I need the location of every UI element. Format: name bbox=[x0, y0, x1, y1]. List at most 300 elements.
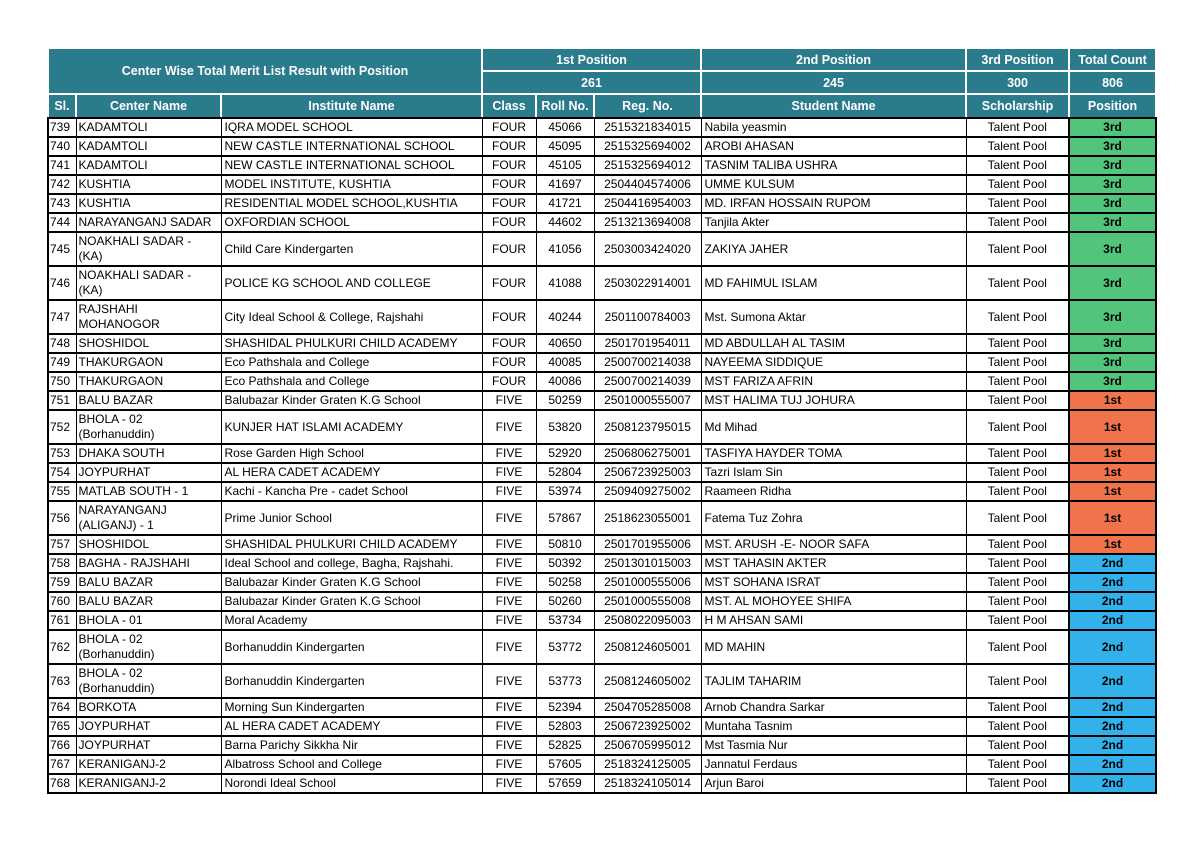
cell-position: 3rd bbox=[1069, 118, 1156, 137]
cell-reg: 2501100784003 bbox=[594, 300, 701, 334]
cell-reg: 2515325694012 bbox=[594, 156, 701, 175]
cell-sl: 744 bbox=[48, 213, 76, 232]
cell-student: Muntaha Tasnim bbox=[701, 717, 966, 736]
table-row bbox=[48, 482, 1156, 501]
cell-reg: 2506705995012 bbox=[594, 736, 701, 755]
cell-reg: 2503022914001 bbox=[594, 266, 701, 300]
cell-class: FIVE bbox=[482, 554, 536, 573]
cell-reg: 2518324125005 bbox=[594, 755, 701, 774]
cell-sl: 740 bbox=[48, 137, 76, 156]
cell-student: Nabila yeasmin bbox=[701, 118, 966, 137]
cell-scholarship: Talent Pool bbox=[966, 630, 1069, 664]
cell-class: FIVE bbox=[482, 573, 536, 592]
cell-center: THAKURGAON bbox=[76, 353, 221, 372]
cell-student: H M AHSAN SAMI bbox=[701, 611, 966, 630]
cell-roll: 50258 bbox=[536, 573, 594, 592]
cell-student: Mst. Sumona Aktar bbox=[701, 300, 966, 334]
table-row bbox=[48, 698, 1156, 717]
table-header bbox=[48, 48, 1156, 118]
cell-scholarship: Talent Pool bbox=[966, 175, 1069, 194]
cell-reg: 2504404574006 bbox=[594, 175, 701, 194]
cell-roll: 50259 bbox=[536, 391, 594, 410]
cell-student: Md Mihad bbox=[701, 410, 966, 444]
column-header-center-name: Center Name bbox=[76, 94, 221, 118]
cell-reg: 2501301015003 bbox=[594, 554, 701, 573]
cell-roll: 57867 bbox=[536, 501, 594, 535]
cell-reg: 2515325694002 bbox=[594, 137, 701, 156]
cell-roll: 52825 bbox=[536, 736, 594, 755]
cell-student: TASNIM TALIBA USHRA bbox=[701, 156, 966, 175]
cell-institute: MODEL INSTITUTE, KUSHTIA bbox=[221, 175, 482, 194]
cell-center: JOYPURHAT bbox=[76, 717, 221, 736]
cell-reg: 2504705285008 bbox=[594, 698, 701, 717]
cell-institute: Eco Pathshala and College bbox=[221, 353, 482, 372]
cell-institute: NEW CASTLE INTERNATIONAL SCHOOL bbox=[221, 137, 482, 156]
cell-center: BALU BAZAR bbox=[76, 592, 221, 611]
cell-position: 1st bbox=[1069, 463, 1156, 482]
cell-student: Tazri Islam Sin bbox=[701, 463, 966, 482]
cell-student: Mst Tasmia Nur bbox=[701, 736, 966, 755]
cell-student: MD FAHIMUL ISLAM bbox=[701, 266, 966, 300]
cell-sl: 765 bbox=[48, 717, 76, 736]
column-header-institute-name: Institute Name bbox=[221, 94, 482, 118]
cell-scholarship: Talent Pool bbox=[966, 535, 1069, 554]
cell-position: 1st bbox=[1069, 482, 1156, 501]
cell-sl: 763 bbox=[48, 664, 76, 698]
table-row bbox=[48, 194, 1156, 213]
cell-sl: 760 bbox=[48, 592, 76, 611]
cell-center: NOAKHALI SADAR - (KA) bbox=[76, 232, 221, 266]
summary-total-count-count: 806 bbox=[1069, 71, 1156, 94]
cell-center: THAKURGAON bbox=[76, 372, 221, 391]
cell-class: FIVE bbox=[482, 736, 536, 755]
summary-3rd-position-label: 3rd Position bbox=[966, 48, 1069, 71]
column-header-roll-no: Roll No. bbox=[536, 94, 594, 118]
table-row bbox=[48, 372, 1156, 391]
cell-institute: Rose Garden High School bbox=[221, 444, 482, 463]
cell-position: 3rd bbox=[1069, 213, 1156, 232]
cell-position: 2nd bbox=[1069, 630, 1156, 664]
cell-institute: AL HERA CADET ACADEMY bbox=[221, 717, 482, 736]
cell-class: FOUR bbox=[482, 372, 536, 391]
summary-2nd-position-count: 245 bbox=[701, 71, 966, 94]
cell-institute: SHASHIDAL PHULKURI CHILD ACADEMY bbox=[221, 334, 482, 353]
cell-position: 3rd bbox=[1069, 194, 1156, 213]
cell-reg: 2509409275002 bbox=[594, 482, 701, 501]
cell-position: 3rd bbox=[1069, 266, 1156, 300]
cell-center: BORKOTA bbox=[76, 698, 221, 717]
cell-position: 3rd bbox=[1069, 300, 1156, 334]
cell-class: FOUR bbox=[482, 266, 536, 300]
cell-center: SHOSHIDOL bbox=[76, 334, 221, 353]
cell-institute: SHASHIDAL PHULKURI CHILD ACADEMY bbox=[221, 535, 482, 554]
cell-center: KERANIGANJ-2 bbox=[76, 774, 221, 793]
cell-institute: NEW CASTLE INTERNATIONAL SCHOOL bbox=[221, 156, 482, 175]
cell-roll: 52920 bbox=[536, 444, 594, 463]
cell-scholarship: Talent Pool bbox=[966, 664, 1069, 698]
cell-roll: 45105 bbox=[536, 156, 594, 175]
table-row bbox=[48, 137, 1156, 156]
table-row bbox=[48, 156, 1156, 175]
cell-class: FOUR bbox=[482, 353, 536, 372]
cell-roll: 44602 bbox=[536, 213, 594, 232]
cell-institute: RESIDENTIAL MODEL SCHOOL,KUSHTIA bbox=[221, 194, 482, 213]
table-row bbox=[48, 410, 1156, 444]
cell-position: 2nd bbox=[1069, 573, 1156, 592]
cell-sl: 753 bbox=[48, 444, 76, 463]
cell-sl: 761 bbox=[48, 611, 76, 630]
cell-student: ZAKIYA JAHER bbox=[701, 232, 966, 266]
cell-position: 1st bbox=[1069, 410, 1156, 444]
cell-position: 2nd bbox=[1069, 736, 1156, 755]
cell-roll: 45066 bbox=[536, 118, 594, 137]
cell-position: 3rd bbox=[1069, 353, 1156, 372]
cell-institute: Moral Academy bbox=[221, 611, 482, 630]
cell-roll: 41088 bbox=[536, 266, 594, 300]
cell-position: 2nd bbox=[1069, 774, 1156, 793]
cell-institute: Ideal School and college, Bagha, Rajshahi. bbox=[221, 554, 482, 573]
cell-roll: 45095 bbox=[536, 137, 594, 156]
cell-scholarship: Talent Pool bbox=[966, 501, 1069, 535]
cell-sl: 764 bbox=[48, 698, 76, 717]
table-row bbox=[48, 444, 1156, 463]
cell-scholarship: Talent Pool bbox=[966, 482, 1069, 501]
cell-student: Arjun Baroi bbox=[701, 774, 966, 793]
table-row bbox=[48, 175, 1156, 194]
cell-class: FIVE bbox=[482, 664, 536, 698]
summary-2nd-position-label: 2nd Position bbox=[701, 48, 966, 71]
cell-center: BHOLA - 02 (Borhanuddin) bbox=[76, 664, 221, 698]
cell-institute: KUNJER HAT ISLAMI ACADEMY bbox=[221, 410, 482, 444]
cell-sl: 752 bbox=[48, 410, 76, 444]
cell-institute: Eco Pathshala and College bbox=[221, 372, 482, 391]
cell-center: KUSHTIA bbox=[76, 194, 221, 213]
cell-roll: 53734 bbox=[536, 611, 594, 630]
cell-position: 1st bbox=[1069, 501, 1156, 535]
cell-roll: 57605 bbox=[536, 755, 594, 774]
cell-sl: 762 bbox=[48, 630, 76, 664]
cell-scholarship: Talent Pool bbox=[966, 300, 1069, 334]
cell-student: UMME KULSUM bbox=[701, 175, 966, 194]
cell-position: 2nd bbox=[1069, 592, 1156, 611]
cell-student: NAYEEMA SIDDIQUE bbox=[701, 353, 966, 372]
cell-class: FOUR bbox=[482, 232, 536, 266]
cell-reg: 2501000555007 bbox=[594, 391, 701, 410]
cell-class: FOUR bbox=[482, 213, 536, 232]
cell-class: FIVE bbox=[482, 592, 536, 611]
cell-center: BALU BAZAR bbox=[76, 573, 221, 592]
cell-center: BALU BAZAR bbox=[76, 391, 221, 410]
cell-class: FOUR bbox=[482, 118, 536, 137]
table-row bbox=[48, 630, 1156, 664]
cell-class: FIVE bbox=[482, 463, 536, 482]
cell-reg: 2508124605001 bbox=[594, 630, 701, 664]
cell-scholarship: Talent Pool bbox=[966, 213, 1069, 232]
table-row bbox=[48, 573, 1156, 592]
cell-roll: 40085 bbox=[536, 353, 594, 372]
summary-3rd-position-count: 300 bbox=[966, 71, 1069, 94]
cell-roll: 53773 bbox=[536, 664, 594, 698]
cell-student: MST HALIMA TUJ JOHURA bbox=[701, 391, 966, 410]
cell-sl: 745 bbox=[48, 232, 76, 266]
cell-reg: 2515321834015 bbox=[594, 118, 701, 137]
cell-roll: 52394 bbox=[536, 698, 594, 717]
cell-reg: 2518324105014 bbox=[594, 774, 701, 793]
cell-class: FOUR bbox=[482, 334, 536, 353]
table-row bbox=[48, 535, 1156, 554]
cell-student: Fatema Tuz Zohra bbox=[701, 501, 966, 535]
cell-center: KADAMTOLI bbox=[76, 137, 221, 156]
cell-class: FOUR bbox=[482, 137, 536, 156]
cell-scholarship: Talent Pool bbox=[966, 194, 1069, 213]
cell-institute: Borhanuddin Kindergarten bbox=[221, 630, 482, 664]
cell-institute: Balubazar Kinder Graten K.G School bbox=[221, 391, 482, 410]
cell-student: MD MAHIN bbox=[701, 630, 966, 664]
cell-sl: 758 bbox=[48, 554, 76, 573]
cell-student: MD ABDULLAH AL TASIM bbox=[701, 334, 966, 353]
cell-class: FIVE bbox=[482, 535, 536, 554]
cell-reg: 2508123795015 bbox=[594, 410, 701, 444]
header-row-columns bbox=[48, 94, 1156, 118]
cell-student: MST. ARUSH -E- NOOR SAFA bbox=[701, 535, 966, 554]
cell-class: FIVE bbox=[482, 611, 536, 630]
cell-scholarship: Talent Pool bbox=[966, 156, 1069, 175]
cell-roll: 40244 bbox=[536, 300, 594, 334]
cell-roll: 41721 bbox=[536, 194, 594, 213]
cell-sl: 756 bbox=[48, 501, 76, 535]
cell-position: 1st bbox=[1069, 535, 1156, 554]
column-header-position: Position bbox=[1069, 94, 1156, 118]
cell-sl: 739 bbox=[48, 118, 76, 137]
table-row bbox=[48, 213, 1156, 232]
cell-reg: 2506723925002 bbox=[594, 717, 701, 736]
cell-institute: Child Care Kindergarten bbox=[221, 232, 482, 266]
cell-roll: 50260 bbox=[536, 592, 594, 611]
cell-institute: Norondi Ideal School bbox=[221, 774, 482, 793]
cell-reg: 2506723925003 bbox=[594, 463, 701, 482]
cell-scholarship: Talent Pool bbox=[966, 391, 1069, 410]
cell-reg: 2503003424020 bbox=[594, 232, 701, 266]
cell-sl: 768 bbox=[48, 774, 76, 793]
table-title: Center Wise Total Merit List Result with Position bbox=[48, 48, 482, 94]
cell-sl: 748 bbox=[48, 334, 76, 353]
cell-reg: 2501701955006 bbox=[594, 535, 701, 554]
cell-reg: 2508124605002 bbox=[594, 664, 701, 698]
cell-class: FOUR bbox=[482, 175, 536, 194]
table-row bbox=[48, 717, 1156, 736]
cell-class: FIVE bbox=[482, 630, 536, 664]
cell-position: 1st bbox=[1069, 444, 1156, 463]
cell-class: FIVE bbox=[482, 444, 536, 463]
cell-scholarship: Talent Pool bbox=[966, 410, 1069, 444]
cell-institute: Barna Parichy Sikkha Nir bbox=[221, 736, 482, 755]
column-header-reg-no: Reg. No. bbox=[594, 94, 701, 118]
cell-position: 2nd bbox=[1069, 717, 1156, 736]
table-row bbox=[48, 501, 1156, 535]
cell-class: FIVE bbox=[482, 391, 536, 410]
cell-center: RAJSHAHI MOHANOGOR bbox=[76, 300, 221, 334]
cell-reg: 2513213694008 bbox=[594, 213, 701, 232]
cell-roll: 40650 bbox=[536, 334, 594, 353]
cell-class: FOUR bbox=[482, 156, 536, 175]
table-row bbox=[48, 463, 1156, 482]
table-row bbox=[48, 266, 1156, 300]
cell-roll: 53772 bbox=[536, 630, 594, 664]
cell-scholarship: Talent Pool bbox=[966, 717, 1069, 736]
cell-center: KADAMTOLI bbox=[76, 156, 221, 175]
cell-institute: OXFORDIAN SCHOOL bbox=[221, 213, 482, 232]
summary-1st-position-count: 261 bbox=[482, 71, 701, 94]
column-header-sl: Sl. bbox=[48, 94, 76, 118]
cell-class: FIVE bbox=[482, 501, 536, 535]
cell-student: TASFIYA HAYDER TOMA bbox=[701, 444, 966, 463]
cell-sl: 754 bbox=[48, 463, 76, 482]
cell-scholarship: Talent Pool bbox=[966, 444, 1069, 463]
cell-class: FIVE bbox=[482, 482, 536, 501]
cell-institute: Morning Sun Kindergarten bbox=[221, 698, 482, 717]
table-row bbox=[48, 232, 1156, 266]
cell-class: FIVE bbox=[482, 717, 536, 736]
merit-list-sheet bbox=[47, 47, 1157, 794]
table-body bbox=[48, 118, 1156, 793]
cell-position: 1st bbox=[1069, 391, 1156, 410]
cell-center: KADAMTOLI bbox=[76, 118, 221, 137]
cell-scholarship: Talent Pool bbox=[966, 611, 1069, 630]
cell-center: JOYPURHAT bbox=[76, 736, 221, 755]
cell-scholarship: Talent Pool bbox=[966, 573, 1069, 592]
cell-institute: IQRA MODEL SCHOOL bbox=[221, 118, 482, 137]
cell-institute: Albatross School and College bbox=[221, 755, 482, 774]
cell-center: BAGHA - RAJSHAHI bbox=[76, 554, 221, 573]
cell-student: MST SOHANA ISRAT bbox=[701, 573, 966, 592]
cell-scholarship: Talent Pool bbox=[966, 372, 1069, 391]
table-row bbox=[48, 755, 1156, 774]
cell-sl: 743 bbox=[48, 194, 76, 213]
cell-reg: 2501701954011 bbox=[594, 334, 701, 353]
table-row bbox=[48, 118, 1156, 137]
cell-reg: 2501000555008 bbox=[594, 592, 701, 611]
cell-center: NARAYANGANJ (ALIGANJ) - 1 bbox=[76, 501, 221, 535]
cell-student: AROBI AHASAN bbox=[701, 137, 966, 156]
cell-center: NARAYANGANJ SADAR bbox=[76, 213, 221, 232]
cell-student: MST. AL MOHOYEE SHIFA bbox=[701, 592, 966, 611]
cell-sl: 751 bbox=[48, 391, 76, 410]
cell-scholarship: Talent Pool bbox=[966, 554, 1069, 573]
cell-sl: 759 bbox=[48, 573, 76, 592]
cell-student: Tanjila Akter bbox=[701, 213, 966, 232]
cell-scholarship: Talent Pool bbox=[966, 755, 1069, 774]
table-row bbox=[48, 774, 1156, 793]
cell-center: KUSHTIA bbox=[76, 175, 221, 194]
header-row-labels bbox=[48, 48, 1156, 71]
cell-position: 2nd bbox=[1069, 698, 1156, 717]
cell-roll: 50810 bbox=[536, 535, 594, 554]
table-row bbox=[48, 664, 1156, 698]
cell-sl: 747 bbox=[48, 300, 76, 334]
cell-center: SHOSHIDOL bbox=[76, 535, 221, 554]
cell-sl: 767 bbox=[48, 755, 76, 774]
cell-sl: 742 bbox=[48, 175, 76, 194]
column-header-student-name: Student Name bbox=[701, 94, 966, 118]
summary-1st-position-label: 1st Position bbox=[482, 48, 701, 71]
cell-roll: 40086 bbox=[536, 372, 594, 391]
cell-reg: 2504416954003 bbox=[594, 194, 701, 213]
cell-reg: 2508022095003 bbox=[594, 611, 701, 630]
cell-sl: 750 bbox=[48, 372, 76, 391]
cell-roll: 50392 bbox=[536, 554, 594, 573]
table-row bbox=[48, 391, 1156, 410]
cell-sl: 755 bbox=[48, 482, 76, 501]
table-row bbox=[48, 592, 1156, 611]
table-row bbox=[48, 300, 1156, 334]
cell-scholarship: Talent Pool bbox=[966, 232, 1069, 266]
cell-position: 3rd bbox=[1069, 137, 1156, 156]
cell-student: TAJLIM TAHARIM bbox=[701, 664, 966, 698]
cell-center: MATLAB SOUTH - 1 bbox=[76, 482, 221, 501]
cell-scholarship: Talent Pool bbox=[966, 463, 1069, 482]
table-row bbox=[48, 611, 1156, 630]
cell-institute: Prime Junior School bbox=[221, 501, 482, 535]
cell-roll: 52804 bbox=[536, 463, 594, 482]
cell-student: MST FARIZA AFRIN bbox=[701, 372, 966, 391]
column-header-scholarship: Scholarship bbox=[966, 94, 1069, 118]
cell-scholarship: Talent Pool bbox=[966, 698, 1069, 717]
cell-sl: 757 bbox=[48, 535, 76, 554]
cell-scholarship: Talent Pool bbox=[966, 353, 1069, 372]
cell-center: KERANIGANJ-2 bbox=[76, 755, 221, 774]
cell-class: FOUR bbox=[482, 300, 536, 334]
cell-scholarship: Talent Pool bbox=[966, 118, 1069, 137]
cell-position: 3rd bbox=[1069, 156, 1156, 175]
cell-sl: 741 bbox=[48, 156, 76, 175]
cell-reg: 2518623055001 bbox=[594, 501, 701, 535]
cell-reg: 2501000555006 bbox=[594, 573, 701, 592]
cell-class: FIVE bbox=[482, 698, 536, 717]
cell-institute: Balubazar Kinder Graten K.G School bbox=[221, 592, 482, 611]
cell-roll: 53974 bbox=[536, 482, 594, 501]
cell-position: 3rd bbox=[1069, 372, 1156, 391]
cell-scholarship: Talent Pool bbox=[966, 774, 1069, 793]
cell-scholarship: Talent Pool bbox=[966, 137, 1069, 156]
cell-center: BHOLA - 02 (Borhanuddin) bbox=[76, 410, 221, 444]
cell-reg: 2506806275001 bbox=[594, 444, 701, 463]
cell-institute: POLICE KG SCHOOL AND COLLEGE bbox=[221, 266, 482, 300]
table-row bbox=[48, 334, 1156, 353]
cell-center: DHAKA SOUTH bbox=[76, 444, 221, 463]
cell-scholarship: Talent Pool bbox=[966, 266, 1069, 300]
cell-scholarship: Talent Pool bbox=[966, 592, 1069, 611]
merit-list-table bbox=[47, 47, 1157, 794]
table-row bbox=[48, 554, 1156, 573]
cell-scholarship: Talent Pool bbox=[966, 736, 1069, 755]
cell-position: 3rd bbox=[1069, 232, 1156, 266]
cell-scholarship: Talent Pool bbox=[966, 334, 1069, 353]
cell-reg: 2500700214038 bbox=[594, 353, 701, 372]
cell-position: 3rd bbox=[1069, 334, 1156, 353]
cell-center: BHOLA - 02 (Borhanuddin) bbox=[76, 630, 221, 664]
cell-reg: 2500700214039 bbox=[594, 372, 701, 391]
cell-student: MST TAHASIN AKTER bbox=[701, 554, 966, 573]
cell-student: Jannatul Ferdaus bbox=[701, 755, 966, 774]
cell-roll: 53820 bbox=[536, 410, 594, 444]
table-row bbox=[48, 736, 1156, 755]
cell-roll: 57659 bbox=[536, 774, 594, 793]
cell-institute: AL HERA CADET ACADEMY bbox=[221, 463, 482, 482]
cell-position: 2nd bbox=[1069, 554, 1156, 573]
cell-position: 2nd bbox=[1069, 611, 1156, 630]
column-header-class: Class bbox=[482, 94, 536, 118]
cell-roll: 41697 bbox=[536, 175, 594, 194]
